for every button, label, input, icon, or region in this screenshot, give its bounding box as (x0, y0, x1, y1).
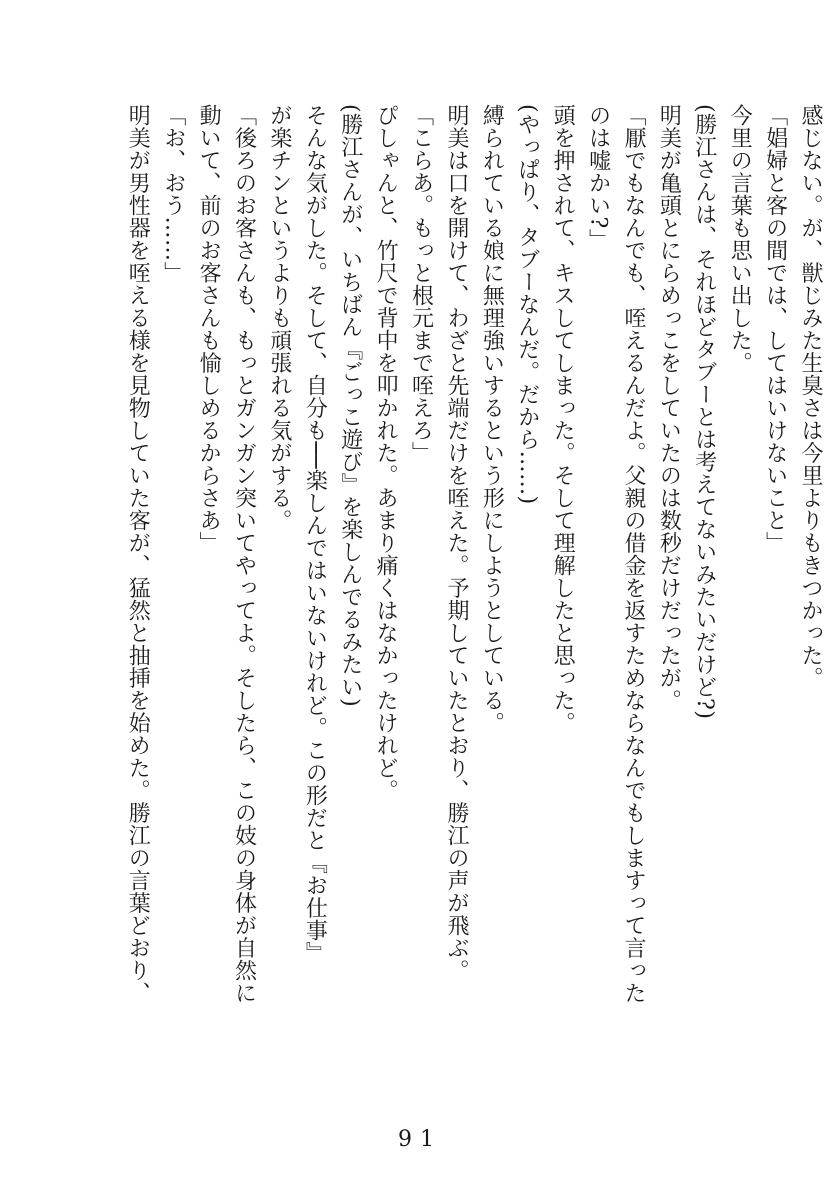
text-line: 動いて、前のお客さんも愉しめるからさあ」 (196, 104, 222, 554)
text-line: ぴしゃんと、竹尺で背中を叩かれた。あまり痛くはなかったけれど。 (373, 104, 399, 802)
text-line: (勝江さんが、いちばん『ごっこ遊び』を楽しんでるみたい) (337, 104, 363, 708)
text-line: 「こらあ。もっと根元まで咥えろ」 (408, 104, 434, 464)
text-line: そんな気がした。そして、自分も──楽しんではいないけれど。この形だと『お仕事』 (302, 104, 328, 964)
text-line: 縛られている娘に無理強いするという形にしようとしている。 (479, 104, 505, 734)
text-line: 今里の言葉も思い出した。 (727, 104, 753, 374)
text-line: (やっぱり、タブーなんだ。だから……) (514, 104, 540, 505)
text-line: 「後ろのお客さんも、もっとガンガン突いてやってよ。そしたら、この妓の身体が自然に (231, 104, 257, 1004)
text-line: 「厭でもなんでも、咥えるんだよ。父親の借金を返すためならなんでもしますって言った (620, 104, 646, 1004)
text-line: 明美が亀頭とにらめっこをしていたのは数秒だけだったが。 (656, 104, 682, 712)
page-number: 91 (398, 1127, 442, 1152)
text-line: 明美は口を開けて、わざと先端だけを咥えた。予期していたとおり、勝江の声が飛ぶ。 (443, 104, 469, 982)
text-line: 頭を押されて、キスしてしまった。そして理解したと思った。 (550, 104, 576, 734)
text-line: 「お、おう……」 (160, 104, 186, 284)
text-line: 「娼婦と客の間では、してはいけないこと」 (762, 104, 788, 554)
text-line: (勝江さんは、それほどタブーとは考えてないみたいだけど?) (691, 104, 717, 720)
text-line: 明美が男性器を咥える様を見物していた客が、猛然と抽挿を始めた。勝江の言葉どおり、 (125, 104, 151, 1004)
vertical-text-body (28, 104, 828, 1104)
text-line: が楽チンというよりも頑張れる気がする。 (266, 104, 292, 532)
text-line: 感じない。が、獣じみた生臭さは今里よりもきつかった。 (798, 104, 823, 689)
text-line: のは嘘かい?」 (585, 104, 611, 252)
